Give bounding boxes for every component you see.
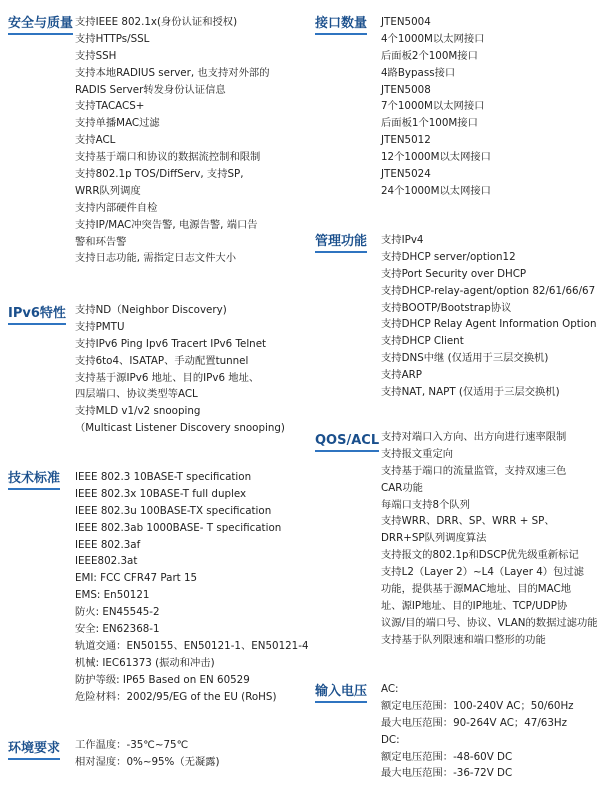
list-item: 警和环告警 (75, 235, 127, 248)
list-item: JTEN5012 (381, 134, 431, 147)
ipv6-heading: IPv6特性 (8, 306, 66, 325)
list-item: 议源/目的端口号、协议、VLAN的数据过滤功能 (381, 616, 598, 629)
list-item: 支持基于端口的流量监管，支持双速三色 (381, 464, 567, 477)
list-item: IEEE 802.3af (75, 538, 141, 551)
ipv6-lines (75, 302, 285, 437)
list-item: 支持ARP (381, 369, 423, 382)
list-item: 支持日志功能, 需指定日志文件大小 (75, 252, 236, 265)
list-item: 24个1000M以太网接口 (381, 184, 491, 197)
security-lines (75, 14, 270, 267)
list-item: 支持DNS中继 (仅适用于三层交换机) (381, 352, 549, 365)
list-item: 防火: EN45545-2 (75, 606, 160, 619)
list-item: 4路Bypass接口 (381, 66, 456, 79)
list-item: 支持DHCP-relay-agent/option 82/61/66/67 (381, 284, 596, 297)
list-item: CAR功能 (381, 481, 423, 494)
list-item: 支持IEEE 802.1x(身份认证和授权) (75, 16, 238, 28)
list-item: 支持WRR、DRR、SP、WRR + SP、 (381, 515, 555, 528)
list-item: 支持TACACS+ (75, 100, 145, 113)
security-heading: 安全与质量 (8, 16, 73, 35)
list-item: IEEE 802.3 10BASE-T specification (75, 471, 252, 483)
list-item: 最大电压范围：-36-72V DC (381, 767, 513, 780)
list-item: 安全: EN62368-1 (75, 623, 160, 636)
list-item: 支持DHCP Relay Agent Information Option (381, 318, 597, 331)
list-item: 支持ND（Neighbor Discovery) (75, 304, 227, 316)
list-item: 支持6to4、ISATAP、手动配置tunnel (75, 354, 249, 367)
list-item: RADIS Server转发身份认证信息 (75, 83, 226, 96)
ports-lines (381, 14, 491, 200)
list-item: 额定电压范围：-48-60V DC (381, 750, 513, 763)
list-item: 额定电压范围：100-240V AC；50/60Hz (381, 699, 574, 712)
list-item: 支持报文重定向 (381, 447, 454, 460)
list-item: 支持DHCP server/option12 (381, 250, 516, 263)
list-item: 支持PMTU (75, 320, 125, 333)
list-item: 支持基于端口和协议的数据流控制和限制 (75, 151, 261, 164)
power-heading: 输入电压 (315, 684, 367, 703)
list-item: 最大电压范围：90-264V AC；47/63Hz (381, 716, 568, 729)
environment-lines (75, 737, 220, 771)
list-item: AC: (381, 683, 399, 695)
list-item: IEEE 802.3u 100BASE-TX specification (75, 504, 272, 517)
list-item: EMI: FCC CFR47 Part 15 (75, 572, 198, 585)
list-item: 支持IP/MAC冲突告警, 电源告警, 端口告 (75, 218, 258, 231)
list-item: 支持BOOTP/Bootstrap协议 (381, 301, 512, 314)
list-item: 轨道交通：EN50155、EN50121-1、EN50121-4 (75, 639, 309, 652)
list-item: 每端口支持8个队列 (381, 498, 470, 511)
list-item: 功能，提供基于源MAC地址、目的MAC地 (381, 583, 572, 596)
ports-heading: 接口数量 (315, 16, 367, 35)
list-item: 防护等级: IP65 Based on EN 60529 (75, 673, 250, 686)
list-item: 支持NAT, NAPT (仅适用于三层交换机) (381, 386, 560, 399)
list-item: 支持单播MAC过滤 (75, 117, 160, 130)
list-item: 工作温度：-35℃~75℃ (75, 739, 189, 751)
list-item: 支持IPv6 Ping Ipv6 Tracert IPv6 Telnet (75, 337, 267, 350)
list-item: 支持基于队列限速和端口整形的功能 (381, 633, 546, 646)
list-item: 危险材料：2002/95/EG of the EU (RoHS) (75, 690, 277, 703)
list-item: 后面板1个100M接口 (381, 117, 478, 130)
management-heading: 管理功能 (315, 234, 367, 253)
list-item: 支持L2（Layer 2）~L4（Layer 4）包过滤 (381, 566, 584, 579)
list-item: 机械: IEC61373 (振动和冲击) (75, 656, 215, 669)
list-item: IEEE 802.3ab 1000BASE- T specification (75, 521, 282, 534)
list-item: 支持DHCP Client (381, 335, 464, 348)
list-item: 支持HTTPs/SSL (75, 32, 150, 45)
qos-heading: QOS/ACL (315, 433, 379, 452)
list-item: IEEE802.3at (75, 555, 138, 568)
list-item: EMS: En50121 (75, 589, 150, 602)
power-lines (381, 681, 574, 782)
list-item: JTEN5024 (381, 168, 431, 181)
list-item: 支持802.1p TOS/DiffServ, 支持SP, (75, 168, 244, 181)
list-item: 支持对端口入方向、出方向进行速率限制 (381, 431, 567, 443)
list-item: 7个1000M以太网接口 (381, 100, 485, 113)
environment-heading: 环境要求 (8, 741, 60, 760)
standards-heading: 技术标准 (8, 471, 60, 490)
list-item: JTEN5004 (381, 16, 431, 28)
list-item: 后面板2个100M接口 (381, 49, 478, 62)
list-item: 支持报文的802.1p和DSCP优先级重新标记 (381, 549, 579, 562)
list-item: 支持本地RADIUS server, 也支持对外部的 (75, 66, 270, 79)
list-item: 支持内部硬件自检 (75, 201, 158, 214)
list-item: 支持ACL (75, 134, 116, 147)
list-item: 12个1000M以太网接口 (381, 151, 491, 164)
management-lines (381, 232, 597, 401)
standards-lines (75, 469, 309, 705)
list-item: 四层端口、协议类型等ACL (75, 388, 198, 401)
list-item: 支持Port Security over DHCP (381, 267, 527, 280)
list-item: WRR队列调度 (75, 184, 141, 197)
list-item: 支持MLD v1/v2 snooping (75, 405, 201, 418)
list-item: 相对湿度：0%~95%（无凝露) (75, 755, 220, 768)
list-item: 支持SSH (75, 49, 117, 62)
list-item: IEEE 802.3x 10BASE-T full duplex (75, 487, 247, 500)
list-item: （Multicast Listener Discovery snooping) (75, 422, 285, 435)
list-item: DRR+SP队列调度算法 (381, 532, 487, 545)
list-item: 支持基于源IPv6 地址、目的IPv6 地址、 (75, 371, 260, 384)
list-item: JTEN5008 (381, 83, 431, 96)
list-item: DC: (381, 733, 400, 746)
qos-lines (381, 429, 598, 649)
list-item: 4个1000M以太网接口 (381, 32, 485, 45)
list-item: 支持IPv4 (381, 234, 424, 246)
list-item: 址、源IP地址、目的IP地址、TCP/UDP协 (381, 599, 568, 612)
